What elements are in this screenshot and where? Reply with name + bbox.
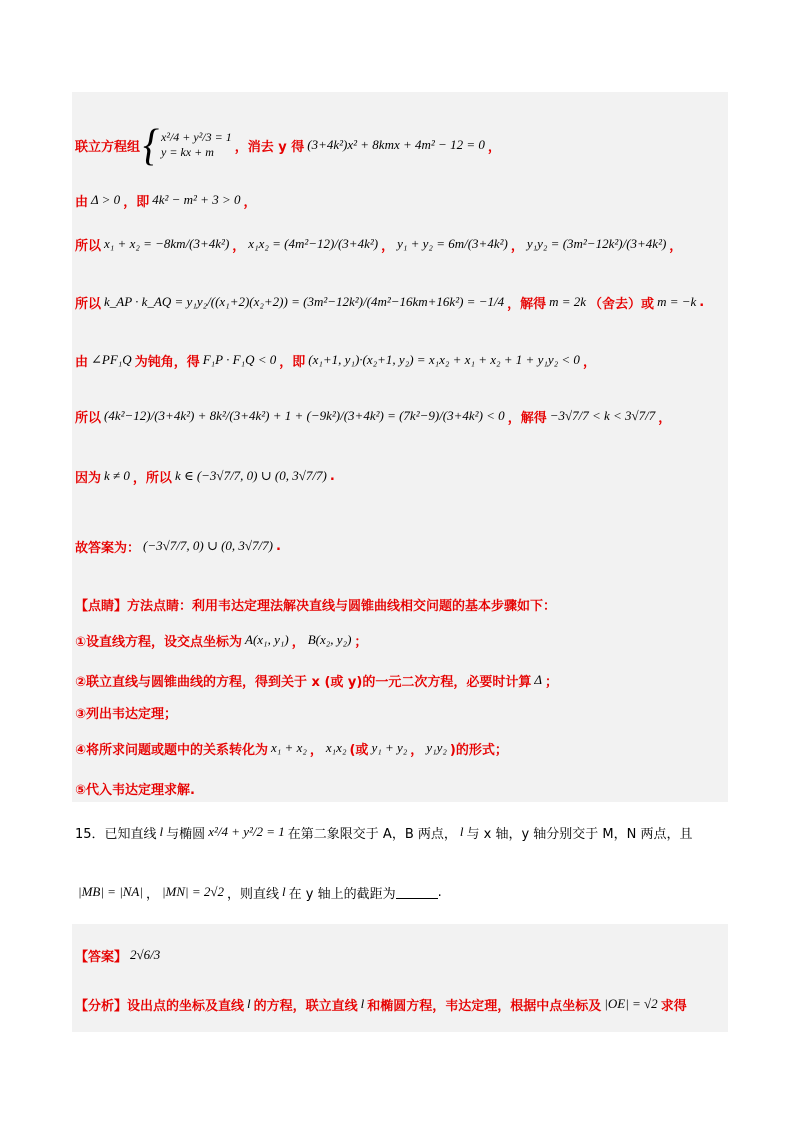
tip-line-4 xyxy=(75,728,730,768)
text: 与 x 轴，y 轴分别交于 M，N 两点，且 xyxy=(466,826,693,842)
text: ； xyxy=(544,674,558,690)
math-expression: k ∈ (−3√7/7, 0) ∪ (0, 3√7/7) xyxy=(174,468,327,483)
text: ，即 xyxy=(279,354,306,370)
question-15-line-1 xyxy=(75,812,730,852)
solution-line-4 xyxy=(75,282,730,322)
text: 所以 xyxy=(75,238,102,254)
system-row-1: x²/4 + y²/3 = 1 xyxy=(161,130,232,144)
math-expression: Δ xyxy=(534,672,542,687)
text: . xyxy=(699,294,705,310)
text: 的方程，联立直线 xyxy=(253,998,358,1014)
solution-line-3: 所以 x₁ + x₂ = −8km/(3+4k²) ， x₁x₂ = (4m²−12)/(3+4k²) ， y₁ + y₂ = 6m/(3+4k²) ， y₁y₂ = (3m²−12k²)/(3+4k²) ， xyxy=(75,236,683,254)
text: (或 xyxy=(349,742,369,758)
solution-line-2 xyxy=(75,180,730,220)
text: 联立方程组 xyxy=(75,139,141,155)
text: ，解得 xyxy=(507,296,547,312)
text: 15．已知直线 xyxy=(75,826,157,842)
equation-system xyxy=(143,119,232,170)
text: 所以 xyxy=(75,296,102,312)
solution-line-5 xyxy=(75,340,730,380)
math-expression: −3√7/7 < k < 3√7/7 xyxy=(549,408,656,423)
math-symbol: l xyxy=(282,884,286,899)
math-expression: |OE| = √2 xyxy=(604,996,658,1011)
answer-label: 【答案】 xyxy=(75,949,128,965)
text: 【分析】设出点的坐标及直线 xyxy=(75,998,245,1014)
math-expression: y₁ + y₂ = 6m/(3+4k²) xyxy=(397,236,508,251)
system-row-2: y = kx + m xyxy=(161,145,214,159)
math-expression: B(x₂, y₂) xyxy=(307,632,352,647)
analysis-line xyxy=(75,984,730,1024)
text: ， xyxy=(410,742,424,758)
text: 故答案为： xyxy=(75,540,141,556)
math-expression: x₁ + x₂ = −8km/(3+4k²) xyxy=(104,236,230,251)
math-symbol: l xyxy=(360,996,365,1011)
math-expression: 4k² − m² + 3 > 0 xyxy=(152,192,241,207)
math-symbol: l xyxy=(459,824,464,839)
text: . xyxy=(276,538,281,554)
math-expression: y₁ + y₂ xyxy=(371,740,408,755)
answer-blank xyxy=(396,886,438,899)
tip-line-5 xyxy=(75,768,730,808)
text: 为钝角，得 xyxy=(134,354,200,370)
text: 与椭圆 xyxy=(166,826,206,842)
text: ⑤代入韦达定理求解. xyxy=(75,782,195,798)
solution-line-7 xyxy=(75,456,730,496)
math-expression: x₁x₂ xyxy=(325,740,347,755)
text: ①设直线方程，设交点坐标为 xyxy=(75,634,243,650)
math-expression: y₁y₂ xyxy=(426,740,447,755)
text: ， xyxy=(243,194,257,210)
text: ； xyxy=(354,634,368,650)
text: . xyxy=(437,884,442,900)
text: ，解得 xyxy=(507,410,547,426)
math-expression: m = 2k xyxy=(549,294,587,309)
math-expression: (4k²−12)/(3+4k²) + 8k²/(3+4k²) + 1 + (−9k²)/(3+4k²) = (7k²−9)/(3+4k²) < 0 xyxy=(104,408,505,423)
math-expression: m = −k xyxy=(657,294,697,309)
text: 在第二象限交于 A，B 两点， xyxy=(287,826,457,842)
text: ， xyxy=(291,634,305,650)
text: ，所以 xyxy=(132,470,172,486)
solution-line-8 xyxy=(75,526,730,566)
math-expression: |MN| = 2√2 xyxy=(161,884,225,899)
text: ④将所求问题或题中的关系转化为 xyxy=(75,742,269,758)
math-expression: k_AP · k_AQ = y₁y₂/((x₁+2)(x₂+2)) = (3m²−12k²)/(4m²−16km+16k²) = −1/4 xyxy=(104,294,505,309)
text: ，消去 y 得 xyxy=(234,139,305,155)
text: 由 xyxy=(75,194,89,210)
text: 由 xyxy=(75,354,89,370)
math-expression: x₁ + x₂ xyxy=(271,740,307,755)
text: ②联立直线与圆锥曲线的方程，得到关于 x (或 y)的一元二次方程，必要时计算 xyxy=(75,674,532,690)
math-expression: Δ > 0 xyxy=(91,192,121,207)
tip-line-3 xyxy=(75,692,730,732)
text: ， xyxy=(669,238,683,254)
text: ， xyxy=(309,742,323,758)
brace-icon: { xyxy=(143,119,160,170)
text: ， xyxy=(582,354,596,370)
text: 因为 xyxy=(75,470,102,486)
math-expression: ∠PF₁Q xyxy=(91,352,132,367)
math-expression: y₁y₂ = (3m²−12k²)/(3+4k²) xyxy=(526,236,667,251)
text: （舍去）或 xyxy=(589,296,655,312)
text: 【点睛】方法点睛：利用韦达定理法解决直线与圆锥曲线相交问题的基本步骤如下： xyxy=(75,598,557,614)
text: . xyxy=(329,468,335,484)
math-symbol: l xyxy=(159,824,164,839)
math-expression: x₁x₂ = (4m²−12)/(3+4k²) xyxy=(248,236,379,251)
math-expression: A(x₁, y₁) xyxy=(245,632,289,647)
text: 所以 xyxy=(75,410,102,426)
math-expression: x²/4 + y²/2 = 1 xyxy=(208,824,285,839)
text: ， xyxy=(145,886,159,902)
answer-line xyxy=(75,932,730,978)
solution-line-1 xyxy=(75,120,730,170)
tip-line-1 xyxy=(75,620,730,660)
math-expression: |MB| = |NA| xyxy=(78,884,143,899)
text: 和椭圆方程，韦达定理，根据中点坐标及 xyxy=(367,998,602,1014)
text: ， xyxy=(658,410,672,426)
math-expression: k ≠ 0 xyxy=(104,468,130,483)
math-expression: F₁P · F₁Q < 0 xyxy=(202,352,277,367)
question-15-line-2 xyxy=(75,872,730,912)
text: ， xyxy=(487,139,501,155)
text: ③列出韦达定理； xyxy=(75,706,178,722)
math-expression: (−3√7/7, 0) ∪ (0, 3√7/7) xyxy=(143,538,273,553)
tip-title xyxy=(75,584,730,624)
solution-line-6 xyxy=(75,396,730,436)
text: 求得 xyxy=(660,998,687,1014)
math-expression: (x₁+1, y₁)·(x₂+1, y₂) = x₁x₂ + x₁ + x₂ + 1 + y₁y₂ < 0 xyxy=(308,352,580,367)
text: ，即 xyxy=(123,194,150,210)
math-expression: (3+4k²)x² + 8kmx + 4m² − 12 = 0 xyxy=(307,137,485,152)
text: ，则直线 xyxy=(227,886,280,902)
text: 在 y 轴上的截距为 xyxy=(288,886,396,902)
math-symbol: l xyxy=(247,996,251,1011)
text: )的形式； xyxy=(449,742,508,758)
answer-value: 2√6/3 xyxy=(130,947,161,962)
